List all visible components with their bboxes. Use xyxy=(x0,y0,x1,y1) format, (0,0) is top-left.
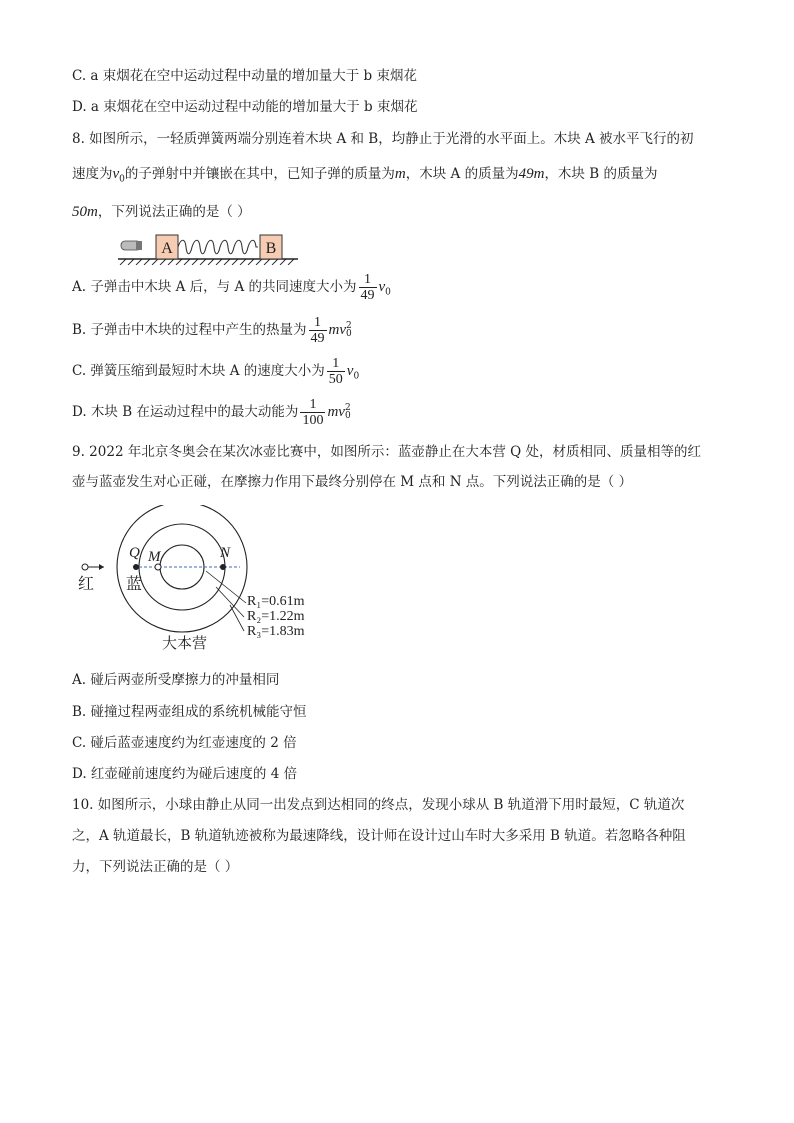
label-r3: R₃=1.83m xyxy=(247,624,305,639)
block-b-label: B xyxy=(265,240,277,257)
label-r1: R₁=0.61m xyxy=(247,594,305,609)
q8-option-d: D. 木块 B 在运动过程中的最大动能为 $\frac{1}{100}$ mv 2 0 xyxy=(72,397,351,428)
q10-stem-line1: 10. 如图所示，小球由静止从同一出发点到达相同的终点，发现小球从 B 轨道滑下用时最短，C 轨道次 xyxy=(72,797,685,813)
prev-option-d: D. a 束烟花在空中运动过程中动能的增加量大于 b 束烟花 xyxy=(72,99,418,115)
point-n xyxy=(220,564,226,570)
label-m: M xyxy=(148,549,161,565)
q9-option-d: D. 红壶碰前速度约为碰后速度的 4 倍 xyxy=(72,766,298,782)
label-house: 大本营 xyxy=(162,636,208,652)
blue-stone-q xyxy=(133,564,139,570)
prev-option-c: C. a 束烟花在空中运动过程中动量的增加量大于 b 束烟花 xyxy=(72,68,417,84)
block-a-label: A xyxy=(161,240,173,257)
q8-option-a: A. 子弹击中木块 A 后，与 A 的共同速度大小为 $\frac{1}{49}$ $v_0$ xyxy=(72,272,391,303)
q8-stem-line2: 速度为$v_0$的子弹射中并镶嵌在其中，已知子弹的质量为m，木块 A 的质量为49m，木块 B 的质量为 xyxy=(72,166,658,185)
label-blue: 蓝 xyxy=(126,576,143,593)
q9-figure xyxy=(70,505,340,655)
red-stone-start xyxy=(82,564,88,570)
q8-stem-line1: 8. 如图所示，一轻质弹簧两端分别连着木块 A 和 B，均静止于光滑的水平面上。木块 A 被水平飞行的初 xyxy=(72,131,694,147)
q9-option-b: B. 碰撞过程两壶组成的系统机械能守恒 xyxy=(72,704,307,720)
q8-figure xyxy=(118,229,304,265)
q9-option-c: C. 碰后蓝壶速度约为红壶速度的 2 倍 xyxy=(72,735,297,751)
bullet xyxy=(121,241,142,250)
q10-stem-line2: 之，A 轨道最长，B 轨道轨迹被称为最速降线，设计师在设计过山车时大多采用 B 轨道。若忽略各种阻 xyxy=(72,828,686,844)
spring xyxy=(178,240,258,254)
label-q: Q xyxy=(129,545,140,561)
label-n: N xyxy=(220,545,231,561)
q9-stem-line1: 9. 2022 年北京冬奥会在某次冰壶比赛中，如图所示：蓝壶静止在大本营 Q 处，材质相同、质量相等的红 xyxy=(72,444,701,460)
q9-option-a: A. 碰后两壶所受摩擦力的冲量相同 xyxy=(72,672,280,688)
q10-stem-line3: 力，下列说法正确的是（ ） xyxy=(72,859,239,875)
q8-stem-line3: 50m，下列说法正确的是（ ） xyxy=(72,204,251,220)
q8-option-c: C. 弹簧压缩到最短时木块 A 的速度大小为 $\frac{1}{50}$ $v_0$ xyxy=(72,356,360,387)
label-r2: R₂=1.22m xyxy=(247,609,305,624)
q8-option-b: B. 子弹击中木块的过程中产生的热量为 $\frac{1}{49}$ mv 2 0 xyxy=(72,315,352,346)
label-red: 红 xyxy=(78,576,95,593)
q9-stem-line2: 壶与蓝壶发生对心正碰，在摩擦力作用下最终分别停在 M 点和 N 点。下列说法正确的是（ ） xyxy=(72,474,633,490)
